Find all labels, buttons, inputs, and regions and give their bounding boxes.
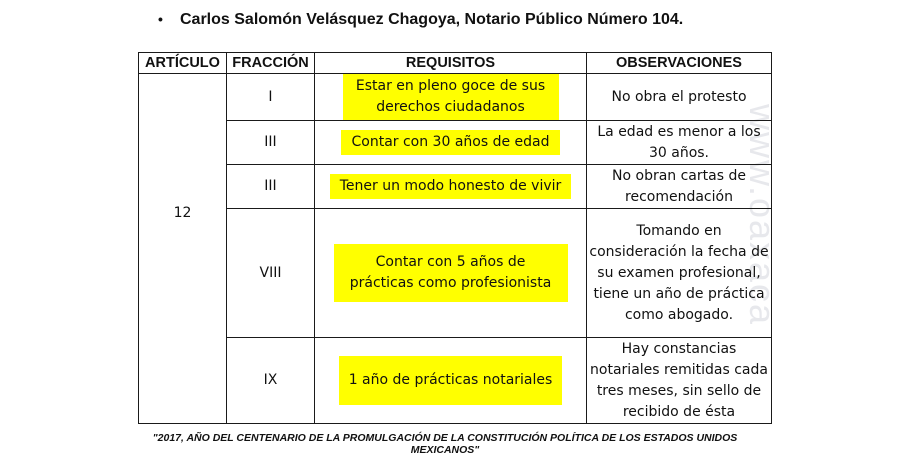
observacion-cell: Tomando en consideración la fecha de su examen profesional, tiene un año de práctica como abogado. [587,209,772,338]
requisito-cell [315,121,587,165]
table-row [139,74,772,121]
watermark-text: www.oaxaca [742,103,783,327]
table-row [139,165,772,209]
fraccion-cell: I [227,74,315,121]
observacion-cell: Hay constancias notariales remitidas cada tres meses, sin sello de recibido de ésta [587,338,772,424]
observacion-cell: No obra el protesto [587,74,772,121]
highlighted-requisito: Contar con 5 años de prácticas como profesionista [334,244,568,302]
requisito-cell [315,338,587,424]
observacion-cell: La edad es menor a los 30 años. [587,121,772,165]
observacion-cell: No obran cartas de recomendación [587,165,772,209]
table-row [139,209,772,338]
header-observaciones: OBSERVACIONES [587,53,772,74]
header-requisitos: REQUISITOS [315,53,587,74]
header-articulo: ARTÍCULO [139,53,227,74]
bullet-point: • [158,11,163,27]
fraccion-cell: IX [227,338,315,424]
highlighted-requisito: Tener un modo honesto de vivir [330,174,572,199]
table-row [139,121,772,165]
fraccion-cell: III [227,121,315,165]
heading-text: Carlos Salomón Velásquez Chagoya, Notario Público Número 104. [180,11,684,28]
requisito-cell [315,165,587,209]
table-row [139,338,772,424]
table-header-row [139,53,772,74]
footer-legend: "2017, AÑO DEL CENTENARIO DE LA PROMULGACIÓN DE LA CONSTITUCIÓN POLÍTICA DE LOS ESTADOS UNIDOS MEXICANOS" [152,432,738,456]
requisito-cell [315,209,587,338]
highlighted-requisito: 1 año de prácticas notariales [339,356,563,405]
articulo-cell: 12 [139,74,227,424]
highlighted-requisito: Estar en pleno goce de sus derechos ciudadanos [343,74,559,120]
section-heading [158,11,683,29]
fraccion-cell: III [227,165,315,209]
header-fraccion: FRACCIÓN [227,53,315,74]
highlighted-requisito: Contar con 30 años de edad [341,130,559,155]
requirements-table [138,52,772,424]
requisito-cell [315,74,587,121]
fraccion-cell: VIII [227,209,315,338]
